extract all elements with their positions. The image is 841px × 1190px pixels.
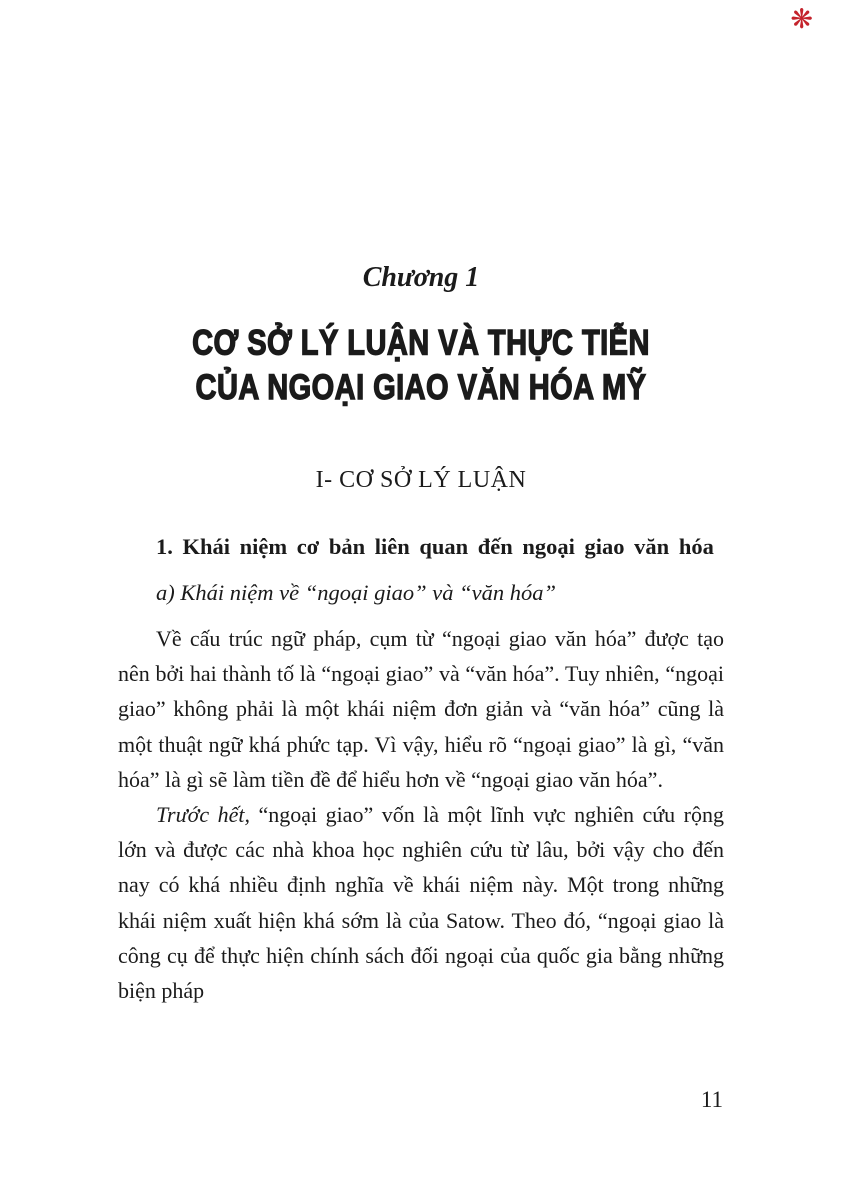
body-paragraph-2-rest: “ngoại giao” vốn là một lĩnh vực nghiên cứu rộng lớn và được các nhà khoa học nghiên cứu từ lâu, bởi vậy cho đến nay có khá nhiều định nghĩa về khái niệm này. Một trong những khái niệm xuất hiện khá sớm là của Satow. Theo đó, “ngoại giao là công cụ để thực hiện chính sách đối ngoại của quốc gia bằng những biện pháp — [118, 802, 724, 1004]
chapter-title — [154, 320, 687, 409]
body-paragraph-1: Về cấu trúc ngữ pháp, cụm từ “ngoại giao văn hóa” được tạo nên bởi hai thành tố là “ngoại giao” và “văn hóa”. Tuy nhiên, “ngoại giao” không phải là một khái niệm đơn giản và “văn hóa” cũng là một thuật ngữ khá phức tạp. Vì vậy, hiểu rõ “ngoại giao” là gì, “văn hóa” là gì sẽ làm tiền đề để hiểu hơn về “ngoại giao văn hóa”. — [118, 626, 724, 792]
page-number: 11 — [700, 1087, 723, 1112]
flower-ornament-icon: ❋ — [790, 4, 813, 35]
subsection-heading: 1. Khái niệm cơ bản liên quan đến ngoại giao văn hóa — [156, 534, 714, 559]
chapter-title-line-2: CỦA NGOẠI GIAO VĂN HÓA MỸ — [195, 366, 647, 407]
subsection-item: a) Khái niệm về “ngoại giao” và “văn hóa” — [156, 580, 556, 605]
chapter-label: Chương 1 — [362, 262, 480, 293]
page-content — [118, 0, 724, 1008]
chapter-title-line-1: CƠ SỞ LÝ LUẬN VÀ THỰC TIỄN — [192, 322, 650, 363]
body-paragraph-2 — [118, 797, 724, 1008]
section-heading: I- CƠ SỞ LÝ LUẬN — [315, 467, 527, 493]
body-paragraph-2-lead: Trước hết, — [156, 802, 250, 828]
